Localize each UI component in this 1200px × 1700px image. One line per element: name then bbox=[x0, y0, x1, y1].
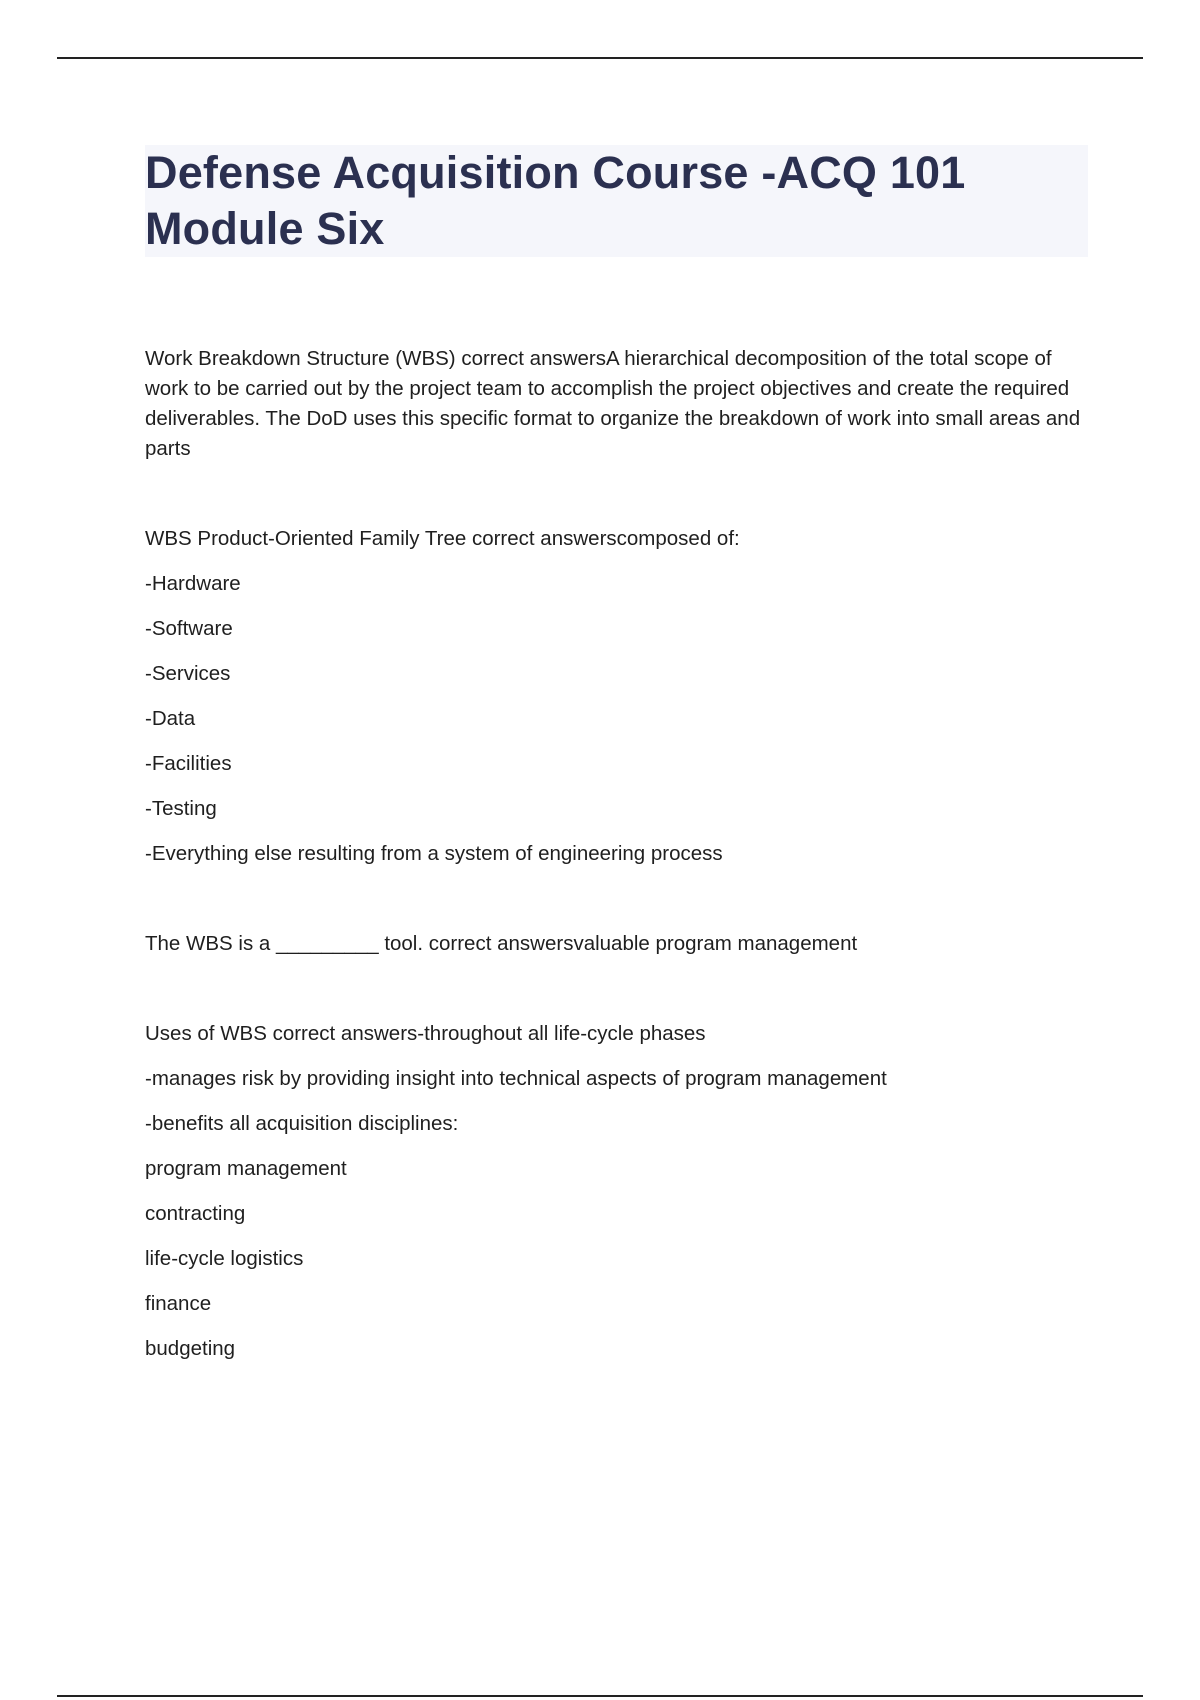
document-title bbox=[145, 145, 1088, 257]
list-item: finance bbox=[145, 1292, 212, 1315]
title-line-2: Module Six bbox=[145, 203, 385, 254]
entry-question-line: WBS Product-Oriented Family Tree correct answerscomposed of: bbox=[145, 527, 740, 550]
list-item: -Facilities bbox=[145, 752, 232, 775]
header-rule bbox=[57, 57, 1143, 59]
title-line-1: Defense Acquisition Course -ACQ 101 bbox=[145, 147, 966, 198]
list-item: budgeting bbox=[145, 1337, 236, 1360]
qa-entry-wbs-definition bbox=[145, 344, 1090, 464]
qa-entry-family-tree bbox=[145, 524, 1090, 869]
list-item: program management bbox=[145, 1157, 347, 1180]
qa-entry-wbs-tool bbox=[145, 929, 1090, 959]
document-body bbox=[145, 344, 1090, 1364]
list-item: -Everything else resulting from a system of engineering process bbox=[145, 842, 723, 865]
qa-entry-uses-of-wbs bbox=[145, 1019, 1090, 1364]
list-item: -Testing bbox=[145, 797, 217, 820]
list-item: -manages risk by providing insight into technical aspects of program management bbox=[145, 1067, 887, 1090]
list-item: -benefits all acquisition disciplines: bbox=[145, 1112, 459, 1135]
list-item: life-cycle logistics bbox=[145, 1247, 304, 1270]
title-banner bbox=[145, 145, 1088, 257]
footer-rule bbox=[57, 1695, 1143, 1697]
list-item: -Services bbox=[145, 662, 231, 685]
entry-text: The WBS is a _________ tool. correct answersvaluable program management bbox=[145, 932, 858, 955]
entry-text: Work Breakdown Structure (WBS) correct answersA hierarchical decomposition of the total scope of work to be carried out by the project team to accomplish the project objectives and create the required deliverables. The DoD uses this specific format to organize the breakdown of work into small areas and parts bbox=[145, 347, 1081, 460]
entry-question-line: Uses of WBS correct answers-throughout all life-cycle phases bbox=[145, 1022, 706, 1045]
list-item: -Hardware bbox=[145, 572, 241, 595]
list-item: -Data bbox=[145, 707, 196, 730]
list-item: -Software bbox=[145, 617, 233, 640]
list-item: contracting bbox=[145, 1202, 246, 1225]
